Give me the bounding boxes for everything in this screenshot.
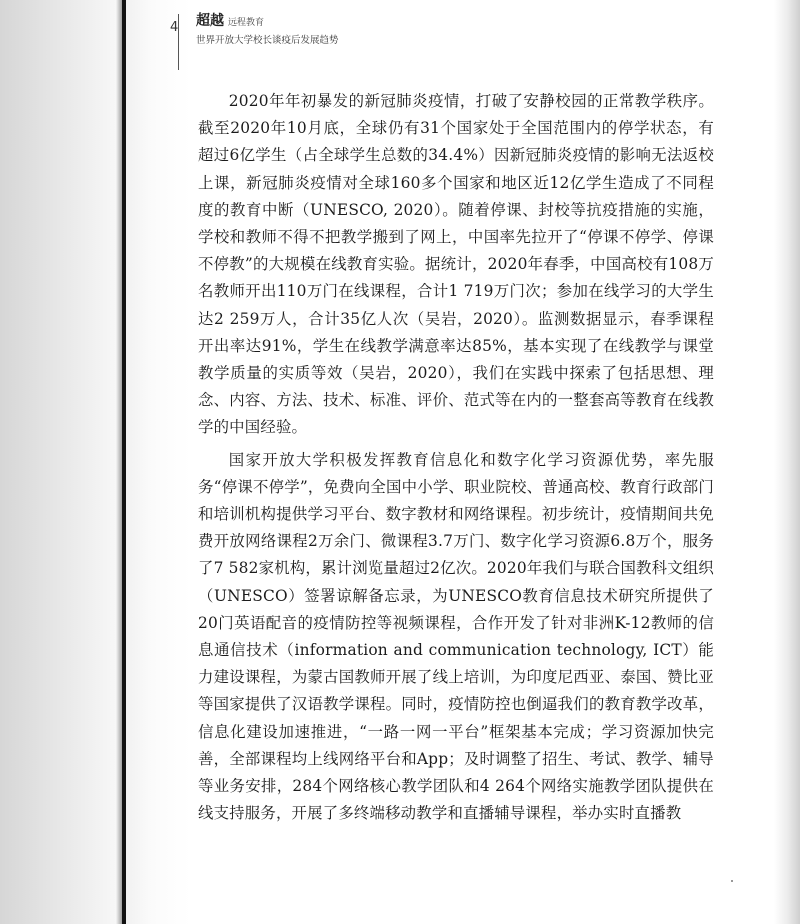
paragraph: 国家开放大学积极发挥教育信息化和数字化学习资源优势，率先服务“停课不停学”，免费向全国中小学、职业院校、普通高校、教育行政部门和培训机构提供学习平台、数字教材和网络课程。初步统计，疫情期间共免费开放网络课程2万余门、微课程3.7万门、数字化学习资源6.8万个，服务了7 582家机构，累计浏览量超过2亿次。2020年我们与联合国教科文组织（UNESCO）签署谅解备忘录，为UNESCO教育信息技术研究所提供了20门英语配音的疫情防控等视频课程，合作开发了针对非洲K-12教师的信息通信技术（information and communication technology, ICT）能力建设课程，为蒙古国教师开展了线上培训，为印度尼西亚、泰国、赞比亚等国家提供了汉语教学课程。同时，疫情防控也倒逼我们的教育教学改革，信息化建设加速推进，“一路一网一平台”框架基本完成；学习资源加快完善，全部课程均上线网络平台和App；及时调整了招生、考试、教学、辅导等业务安排，284个网络核心教学团队和4 264个网络实施教学团队提供在线支持服务，开展了多终端移动教学和直播辅导课程，举办实时直播教 <box>198 450 714 823</box>
body-text <box>198 88 714 827</box>
series-brand: 超越 <box>196 13 224 29</box>
running-header <box>196 10 339 46</box>
paragraph: 2020年年初暴发的新冠肺炎疫情，打破了安静校园的正常教学秩序。截至2020年10月底，全球仍有31个国家处于全国范围内的停学状态，有超过6亿学生（占全球学生总数的34.4%）因新冠肺炎疫情的影响无法返校上课，新冠肺炎疫情对全球160多个国家和地区近12亿学生造成了不同程度的教育中断（UNESCO, 2020）。随着停课、封校等抗疫措施的实施，学校和教师不得不把教学搬到了网上，中国率先拉开了“停课不停学、停课不停教”的大规模在线教育实验。据统计，2020年春季，中国高校有108万名教师开出110万门在线课程，合计1 719万门次；参加在线学习的大学生达2 259万人，合计35亿人次（吴岩，2020）。监测数据显示，春季课程开出率达91%，学生在线教学满意率达85%，基本实现了在线教学与课堂教学质量的实质等效（吴岩，2020），我们在实践中探索了包括思想、理念、内容、方法、技术、标准、评价、范式等在内的一整套高等教育在线教学的中国经验。 <box>198 92 714 437</box>
series-name: 远程教育 <box>228 18 265 28</box>
header-divider <box>178 14 179 70</box>
scan-right-margin <box>774 0 800 924</box>
scan-speck <box>731 880 733 882</box>
scan-left-margin <box>0 0 126 924</box>
page-number: 4 <box>170 20 179 35</box>
book-title: 世界开放大学校长谈疫后发展趋势 <box>196 35 339 46</box>
